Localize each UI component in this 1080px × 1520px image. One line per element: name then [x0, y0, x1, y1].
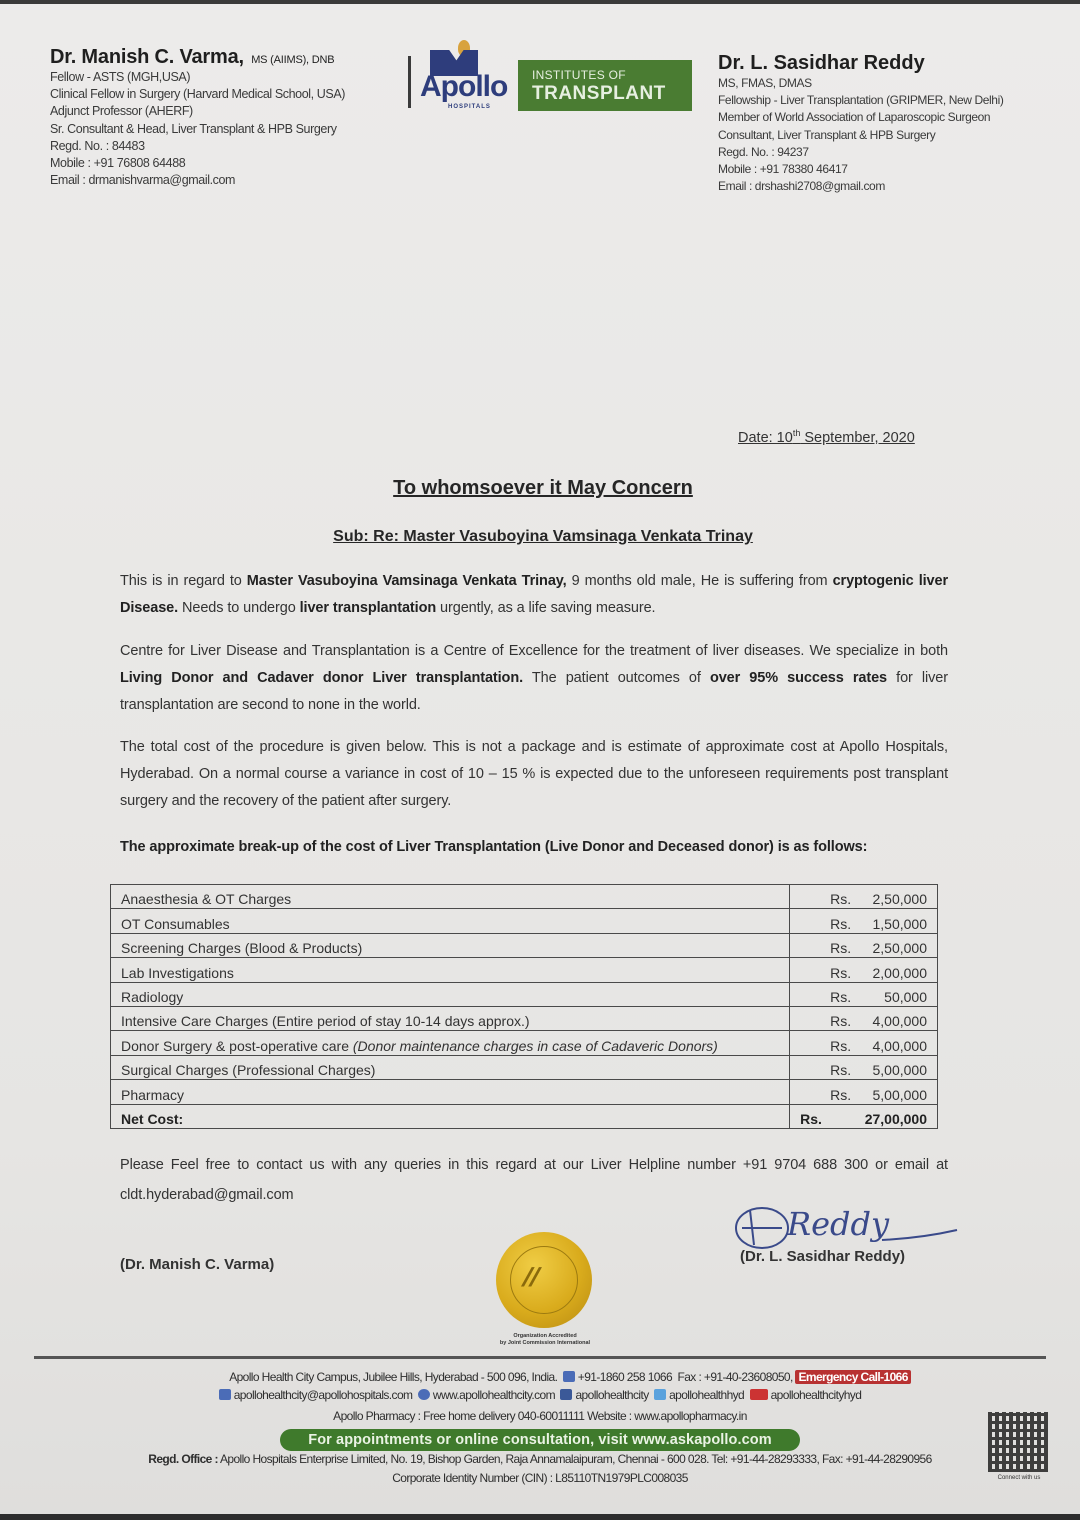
cost-item: Radiology — [111, 982, 790, 1006]
right-doctor-regd: Regd. No. : 94237 — [718, 144, 809, 159]
phone-icon — [563, 1371, 575, 1382]
table-row — [111, 1080, 938, 1104]
youtube-icon — [750, 1389, 768, 1400]
cost-amount: Rs. 5,00,000 — [790, 1055, 938, 1079]
cost-item: OT Consumables — [111, 909, 790, 933]
right-doctor-mobile: Mobile : +91 78380 46417 — [718, 162, 848, 177]
facebook-icon — [560, 1389, 572, 1400]
letter-title: To whomsoever it May Concern — [393, 477, 693, 499]
paragraph-centre: Centre for Liver Disease and Transplantation is a Centre of Excellence for the treatment of liver diseases. We specialize in both Living Donor and Cadaver donor Liver transplantation. The patient outcomes of over 95% success rates for liver transplantation are second to none in the world. — [120, 643, 948, 713]
signatory-right: (Dr. L. Sasidhar Reddy) — [740, 1248, 906, 1265]
right-doctor-line: Consultant, Liver Transplant & HPB Surgery — [718, 127, 936, 142]
left-doctor-email: Email : drmanishvarma@gmail.com — [50, 173, 236, 188]
left-doctor-mobile: Mobile : +91 76808 64488 — [50, 156, 186, 171]
cost-item: Lab Investigations — [111, 958, 790, 982]
left-doctor-regd: Regd. No. : 84483 — [50, 138, 145, 153]
footer-cin: Corporate Identity Number (CIN) : L85110TN1979PLC008035 — [392, 1471, 688, 1485]
footer-youtube-link[interactable]: apollohealthcityhyd — [770, 1388, 862, 1402]
qr-code-icon[interactable] — [988, 1412, 1048, 1472]
left-doctor-info — [50, 46, 410, 189]
footer-email-link[interactable]: apollohealthcity@apollohospitals.com — [233, 1388, 413, 1402]
cost-amount: Rs. 2,50,000 — [790, 885, 938, 909]
right-doctor-email: Email : drshashi2708@gmail.com — [718, 179, 885, 194]
table-row — [111, 885, 938, 909]
letter-subject: Sub: Re: Master Vasuboyina Vamsinaga Venkata Trinay — [333, 528, 753, 545]
footer-facebook-link[interactable]: apollohealthcity — [575, 1388, 649, 1402]
table-row — [111, 982, 938, 1006]
badge-line-2: TRANSPLANT — [532, 83, 666, 104]
paragraph-patient: This is in regard to Master Vasuboyina Vamsinaga Venkata Trinay, 9 months old male, He is suffering from cryptogenic liver Disease. Needs to undergo liver transplantation urgently, as a life saving measure. — [120, 573, 949, 616]
left-doctor-line: Clinical Fellow in Surgery (Harvard Medical School, USA) — [50, 87, 346, 102]
signatory-left: (Dr. Manish C. Varma) — [120, 1256, 275, 1273]
apollo-hospitals-label: HOSPITALS — [448, 104, 491, 110]
table-row — [111, 1055, 938, 1079]
header-divider — [408, 56, 411, 108]
footer-website-link[interactable]: www.apollohealthcity.com — [432, 1388, 555, 1402]
cost-amount: Rs. 4,00,000 — [790, 1031, 938, 1055]
cost-amount: Rs. 2,00,000 — [790, 958, 938, 982]
right-doctor-name: Dr. L. Sasidhar Reddy — [718, 52, 925, 74]
net-cost-amount: Rs. 27,00,000 — [790, 1104, 938, 1128]
paragraph-cost-note: The total cost of the procedure is given below. This is not a package and is estimate of approximate cost at Apollo Hospitals, Hyderabad. On a normal course a variance in cost of 10 – 15 % is expected due to the unforeseen requirements post transplant surgery and the recovery of the patient after surgery. — [120, 739, 948, 809]
paragraph-contact: Please Feel free to contact us with any queries in this regard at our Liver Helpline number +91 9704 688 300 or email at cldt.hyderabad@gmail.com — [120, 1157, 948, 1203]
jci-accreditation-seal-icon: // — [496, 1232, 592, 1328]
emergency-badge: Emergency Call-1066 — [795, 1370, 910, 1384]
left-doctor-name: Dr. Manish C. Varma, MS (AIIMS), DNB — [50, 46, 335, 68]
email-icon — [219, 1389, 231, 1400]
right-doctor-quals: MS, FMAS, DMAS — [718, 76, 812, 90]
footer-social-line — [0, 1388, 1080, 1402]
seal-caption: Organization Accredited by Joint Commission International — [499, 1333, 591, 1346]
badge-line-1: INSTITUTES OF — [532, 68, 626, 82]
footer-divider — [34, 1356, 1046, 1359]
table-row — [111, 933, 938, 957]
table-row — [111, 958, 938, 982]
right-doctor-line: Fellowship - Liver Transplantation (GRIPMER, New Delhi) — [718, 93, 1004, 108]
footer-address-line: Apollo Health City Campus, Jubilee Hills, Hyderabad - 500 096, India. +91-1860 258 1066 Fax : +91-40-23608050, Emergency Call-1066 — [0, 1370, 1080, 1384]
cost-item: Anaesthesia & OT Charges — [111, 885, 790, 909]
qr-caption: Connect with us — [997, 1475, 1041, 1481]
footer-twitter-link[interactable]: apollohealthhyd — [669, 1388, 745, 1402]
table-row — [111, 1006, 938, 1030]
cost-amount: Rs. 2,50,000 — [790, 933, 938, 957]
cost-item: Surgical Charges (Professional Charges) — [111, 1055, 790, 1079]
net-cost-label: Net Cost: — [111, 1104, 790, 1128]
paragraph-breakup-intro: The approximate break-up of the cost of Liver Transplantation (Live Donor and Deceased donor) is as follows: — [120, 839, 868, 855]
footer-regd-office: Regd. Office : Apollo Hospitals Enterprise Limited, No. 19, Bishop Garden, Raja Annamalaipuram, Chennai - 600 028. Tel: +91-44-28293333, Fax: +91-44-28290956 — [148, 1452, 932, 1466]
right-doctor-info — [718, 52, 1038, 195]
table-row — [111, 1031, 938, 1055]
table-total-row — [111, 1104, 938, 1128]
institutes-of-transplant-badge — [518, 60, 692, 111]
left-doctor-line: Sr. Consultant & Head, Liver Transplant & HPB Surgery — [50, 121, 337, 136]
svg-text:Reddy: Reddy — [787, 1205, 890, 1243]
cost-item: Intensive Care Charges (Entire period of stay 10-14 days approx.) — [111, 1006, 790, 1030]
table-row — [111, 909, 938, 933]
photo-edge-top — [0, 0, 1080, 4]
appointments-banner[interactable]: For appointments or online consultation, visit www.askapollo.com — [280, 1429, 800, 1451]
right-doctor-line: Member of World Association of Laparoscopic Surgeon — [718, 110, 991, 125]
footer-pharmacy-line: Apollo Pharmacy : Free home delivery 040-60011111 Website : www.apollopharmacy.in — [333, 1409, 747, 1423]
twitter-icon — [654, 1389, 666, 1400]
cost-amount: Rs. 4,00,000 — [790, 1006, 938, 1030]
letter-date: Date: 10th September, 2020 — [738, 428, 915, 446]
apollo-logo — [418, 40, 510, 112]
apollo-wordmark: Apollo — [420, 70, 508, 103]
cost-item: Pharmacy — [111, 1080, 790, 1104]
left-doctor-line: Fellow - ASTS (MGH,USA) — [50, 70, 191, 84]
left-doctor-line: Adjunct Professor (AHERF) — [50, 104, 193, 119]
globe-icon — [418, 1389, 430, 1400]
cost-item: Screening Charges (Blood & Products) — [111, 933, 790, 957]
photo-edge-bottom — [0, 1514, 1080, 1520]
cost-amount: Rs. 5,00,000 — [790, 1080, 938, 1104]
cost-breakup-table — [110, 884, 938, 1129]
cost-item: Donor Surgery & post-operative care (Donor maintenance charges in case of Cadaveric Donors) — [111, 1031, 790, 1055]
cost-amount: Rs. 1,50,000 — [790, 909, 938, 933]
cost-amount: Rs. 50,000 — [790, 982, 938, 1006]
left-doctor-quals: MS (AIIMS), DNB — [251, 54, 335, 66]
